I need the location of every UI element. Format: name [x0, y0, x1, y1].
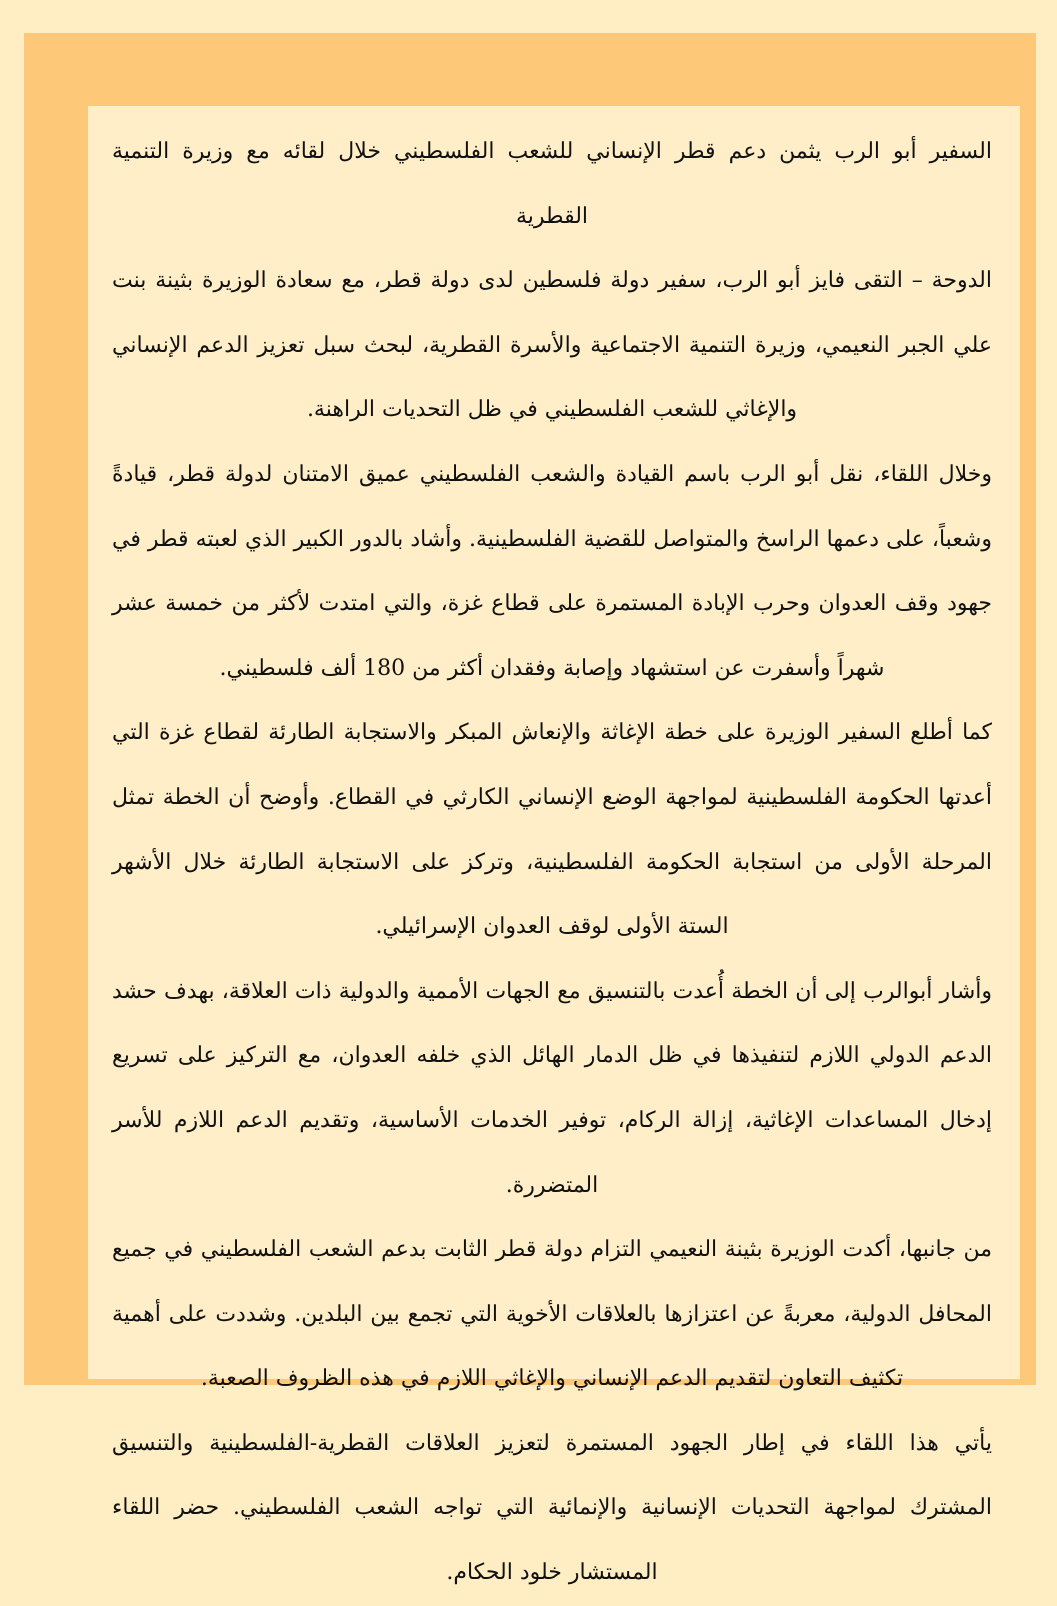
paragraph-relief-plan: كما أطلع السفير الوزيرة على خطة الإغاثة والإنعاش المبكر والاستجابة الطارئة لقطاع غزة التي أعدتها الحكومة الفلسطينية لمواجهة الوضع الإنساني الكارثي في القطاع. وأوضح أن الخطة تمثل المرحلة الأولى من استجابة الحكومة الفلسطينية، وتركز على الاستجابة الطارئة خلال الأشهر الستة الأولى لوقف العدوان الإسرائيلي.: [112, 720, 992, 940]
paragraph-intro: الدوحة – التقى فايز أبو الرب، سفير دولة فلسطين لدى دولة قطر، مع سعادة الوزيرة بثينة بنت علي الجبر النعيمي، وزيرة التنمية الاجتماعية والأسرة القطرية، لبحث سبل تعزيز الدعم الإنساني والإغاثي للشعب الفلسطيني في ظل التحديات الراهنة.: [112, 268, 992, 423]
paragraph-coordination: وأشار أبوالرب إلى أن الخطة أُعدت بالتنسيق مع الجهات الأممية والدولية ذات العلاقة، بهدف حشد الدعم الدولي اللازم لتنفيذها في ظل الدمار الهائل الذي خلفه العدوان، مع التركيز على تسريع إدخال المساعدات الإغاثية، إزالة الركام، توفير الخدمات الأساسية، وتقديم الدعم اللازم للأسر المتضررة.: [112, 978, 992, 1198]
paragraph-minister-response: من جانبها، أكدت الوزيرة بثينة النعيمي التزام دولة قطر الثابت بدعم الشعب الفلسطيني في جميع المحافل الدولية، معربةً عن اعتزازها بالعلاقات الأخوية التي تجمع بين البلدين. وشددت على أهمية تكثيف التعاون لتقديم الدعم الإنساني والإغاثي اللازم في هذه الظروف الصعبة.: [112, 1237, 992, 1392]
outer-frame: [24, 33, 1036, 1586]
paragraph-gratitude: وخلال اللقاء، نقل أبو الرب باسم القيادة والشعب الفلسطيني عميق الامتنان لدولة قطر، قيادةً وشعباً، على دعمها الراسخ والمتواصل للقضية الفلسطينية. وأشاد بالدور الكبير الذي لعبته قطر في جهود وقف العدوان وحرب الإبادة المستمرة على قطاع غزة، والتي امتدت لأكثر من خمسة عشر شهراً وأسفرت عن استشهاد وإصابة وفقدان أكثر من 180 ألف فلسطيني.: [112, 461, 992, 681]
article-body: [112, 120, 992, 1606]
paragraph-closing: يأتي هذا اللقاء في إطار الجهود المستمرة لتعزيز العلاقات القطرية-الفلسطينية والتنسيق المشترك لمواجهة التحديات الإنسانية والإنمائية التي تواجه الشعب الفلسطيني. حضر اللقاء المستشار خلود الحكام.: [112, 1430, 992, 1586]
article-headline: السفير أبو الرب يثمن دعم قطر الإنساني للشعب الفلسطيني خلال لقائه مع وزيرة التنمية القطرية: [112, 139, 992, 229]
document-page: [88, 106, 1020, 1586]
